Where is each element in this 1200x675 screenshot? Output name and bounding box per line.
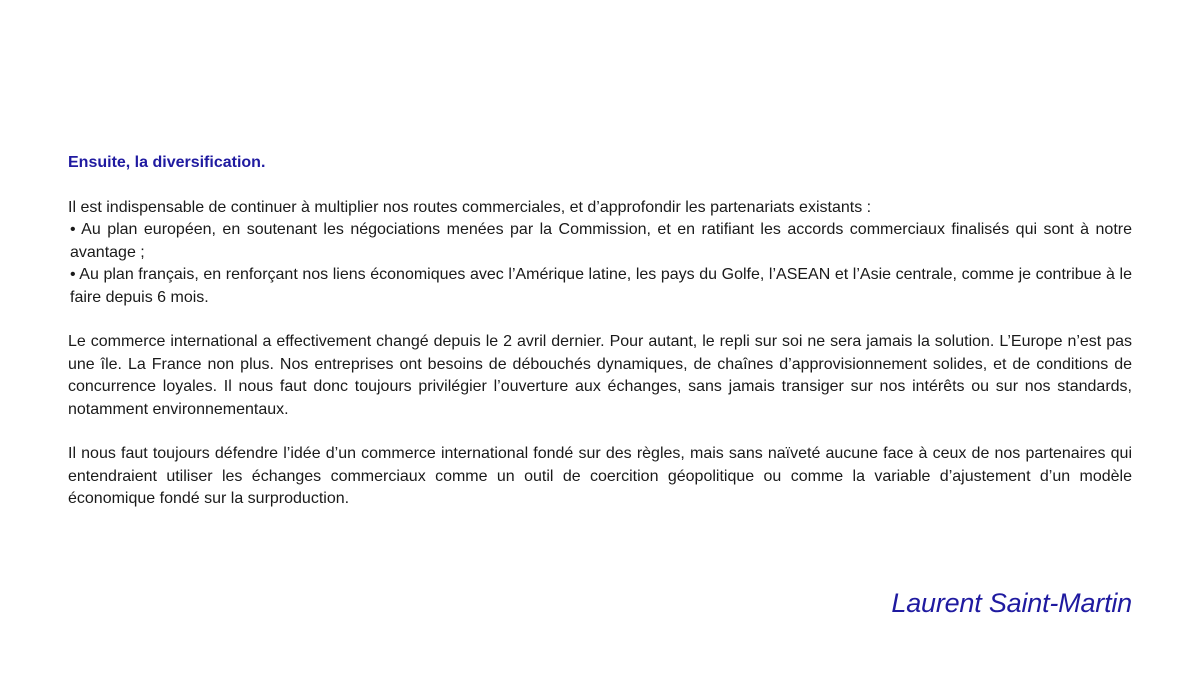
section-heading: Ensuite, la diversification. <box>68 154 266 171</box>
diversification-paragraph <box>68 197 1132 310</box>
rules-paragraph: Il nous faut toujours défendre l’idée d’un commerce international fondé sur des règles, mais sans naïveté aucune face à ceux de nos partenaires qui entendraient utiliser les échanges commerciaux comme un outil de coercition géopolitique ou comme la variable d’ajustement d’un modèle économique fondé sur la surproduction. <box>68 445 1132 507</box>
trade-paragraph: Le commerce international a effectivement changé depuis le 2 avril dernier. Pour autant, le repli sur soi ne sera jamais la solution. L’Europe n’est pas une île. La France non plus. Nos entreprises ont besoins de débouchés dynamiques, de chaînes d’approvisionnement solides, et de conditions de concurrence loyales. Il nous faut donc toujours privilégier l’ouverture aux échanges, sans jamais transiger sur nos intérêts ou sur nos standards, notamment environnementaux. <box>68 333 1132 418</box>
bullet-french: • Au plan français, en renforçant nos liens économiques avec l’Amérique latine, les pays du Golfe, l’ASEAN et l’Asie centrale, comme je contribue à le faire depuis 6 mois. <box>70 266 1132 306</box>
intro-text: Il est indispensable de continuer à multiplier nos routes commerciales, et d’approfondir les partenariats existants : <box>68 198 872 216</box>
signature: Laurent Saint-Martin <box>891 588 1132 618</box>
document-body <box>68 152 1132 511</box>
bullet-european: • Au plan européen, en soutenant les négociations menées par la Commission, et en ratifiant les accords commerciaux finalisés qui sont à notre avantage ; <box>70 221 1132 261</box>
